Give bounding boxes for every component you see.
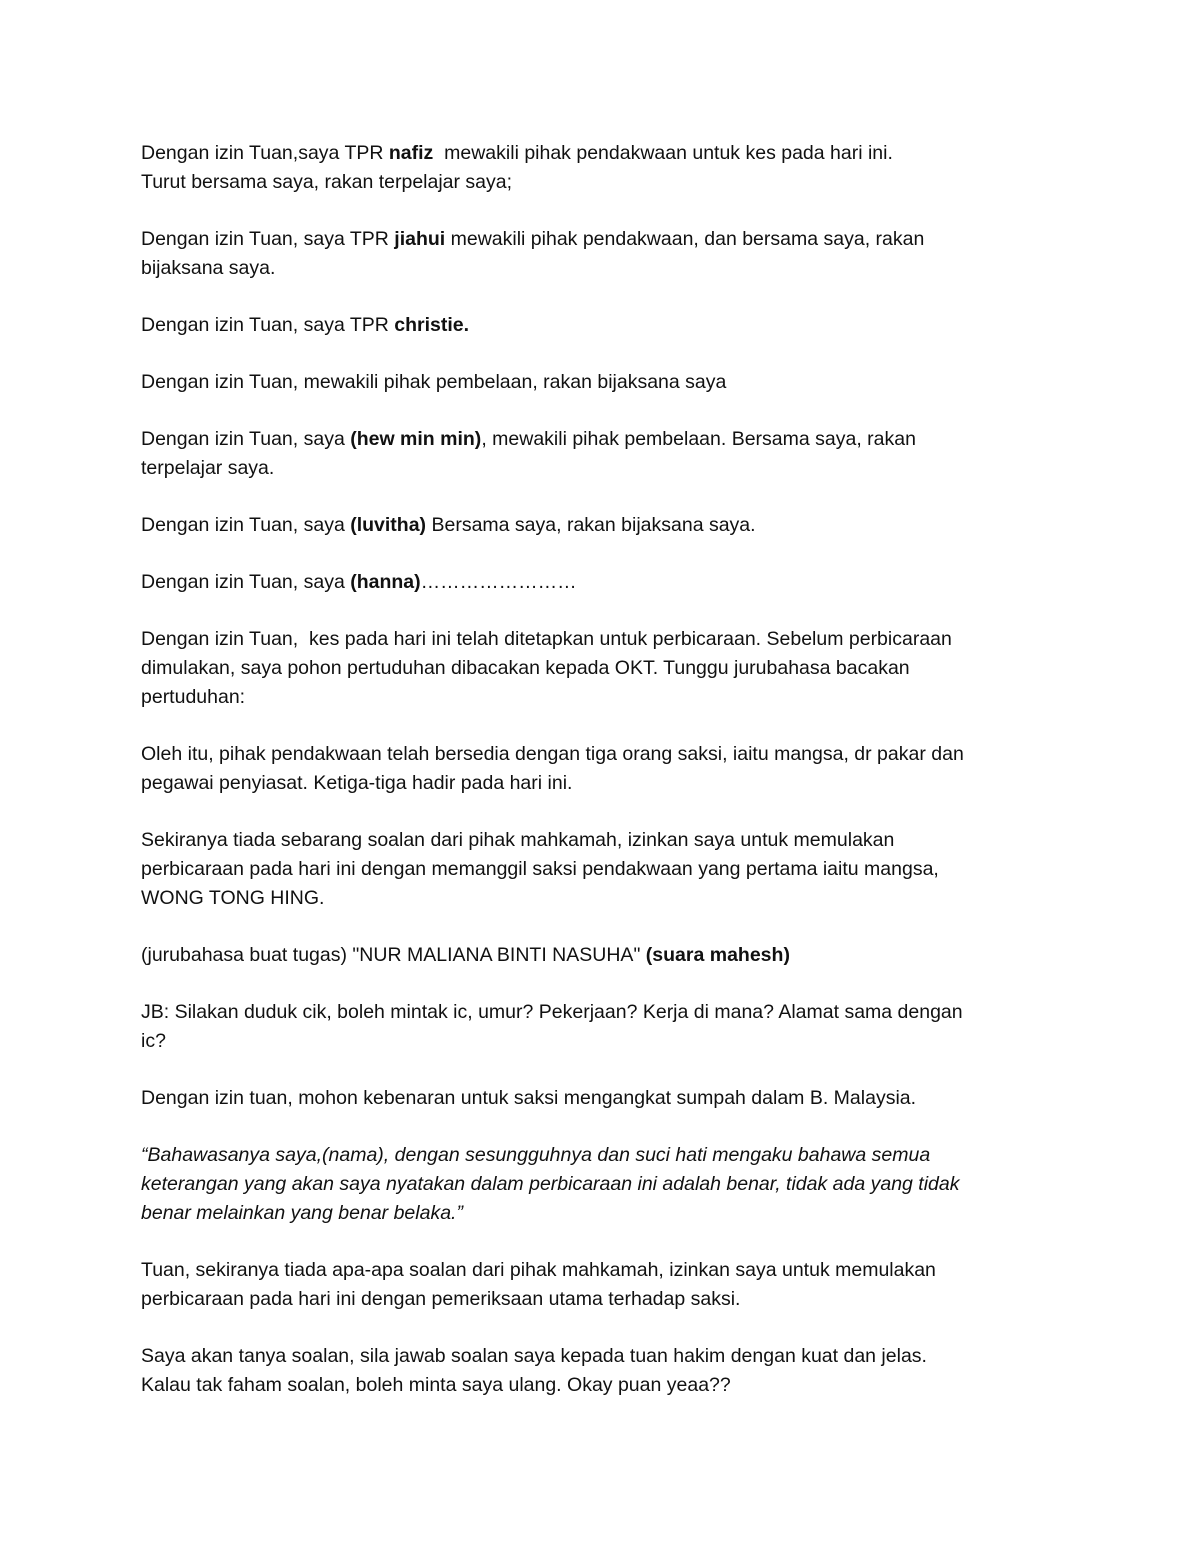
text-line — [141, 1084, 1061, 1113]
text-line — [141, 368, 1061, 397]
text-run: terpelajar saya. — [141, 457, 275, 479]
text-run: Kalau tak faham soalan, boleh minta saya ulang. Okay puan yeaa?? — [141, 1374, 731, 1396]
bold-text-run: nafiz — [388, 142, 434, 164]
paragraph — [141, 1256, 1061, 1314]
paragraph — [141, 568, 1061, 597]
text-line — [141, 625, 1061, 654]
text-run: Oleh itu, pihak pendakwaan telah bersedia dengan tiga orang saksi, iaitu mangsa, dr pakar dan — [141, 743, 964, 765]
document-body — [141, 139, 1061, 1428]
text-line — [141, 654, 1061, 683]
text-run: Tuan, sekiranya tiada apa-apa soalan dari pihak mahkamah, izinkan saya untuk memulakan — [141, 1259, 936, 1281]
text-run: Dengan izin Tuan, saya — [141, 514, 351, 536]
text-line — [141, 884, 1061, 913]
paragraph — [141, 1141, 1061, 1228]
text-line — [141, 1342, 1061, 1371]
text-line — [141, 826, 1061, 855]
text-line — [141, 941, 1061, 970]
paragraph — [141, 1084, 1061, 1113]
text-line — [141, 511, 1061, 540]
text-run: Dengan izin tuan, mohon kebenaran untuk saksi mengangkat sumpah dalam B. Malaysia. — [141, 1087, 917, 1109]
paragraph — [141, 368, 1061, 397]
text-run: “Bahawasanya saya,(nama), dengan sesungguhnya dan suci hati mengaku bahawa semua — [141, 1144, 931, 1166]
text-line — [141, 683, 1061, 712]
text-run: JB: Silakan duduk cik, boleh mintak ic, umur? Pekerjaan? Kerja di mana? Alamat sama dengan — [141, 1001, 963, 1023]
paragraph — [141, 1342, 1061, 1400]
paragraph — [141, 425, 1061, 483]
text-run: WONG TONG HING. — [141, 887, 325, 909]
text-line — [141, 225, 1061, 254]
text-run: bijaksana saya. — [141, 257, 276, 279]
text-run: Dengan izin Tuan, saya TPR — [141, 314, 395, 336]
text-run: pegawai penyiasat. Ketiga-tiga hadir pada hari ini. — [141, 772, 573, 794]
text-run: dimulakan, saya pohon pertuduhan dibacakan kepada OKT. Tunggu jurubahasa bacakan — [141, 657, 910, 679]
text-run: Dengan izin Tuan, mewakili pihak pembelaan, rakan bijaksana saya — [141, 371, 727, 393]
text-line — [141, 311, 1061, 340]
bold-text-run: (suara mahesh) — [645, 944, 790, 966]
text-line — [141, 998, 1061, 1027]
paragraph — [141, 941, 1061, 970]
paragraph — [141, 625, 1061, 712]
text-line — [141, 454, 1061, 483]
text-run: Sekiranya tiada sebarang soalan dari pihak mahkamah, izinkan saya untuk memulakan — [141, 829, 895, 851]
paragraph — [141, 511, 1061, 540]
paragraph — [141, 225, 1061, 283]
text-run: Bersama saya, rakan bijaksana saya. — [426, 514, 756, 536]
text-run: pertuduhan: — [141, 686, 246, 708]
paragraph — [141, 998, 1061, 1056]
bold-text-run: christie. — [394, 314, 470, 336]
bold-text-run: (hanna) — [350, 571, 421, 593]
text-run: Saya akan tanya soalan, sila jawab soalan saya kepada tuan hakim dengan kuat dan jelas. — [141, 1345, 927, 1367]
text-run: perbicaraan pada hari ini dengan memanggil saksi pendakwaan yang pertama iaitu mangsa, — [141, 858, 939, 880]
bold-text-run: jiahui — [394, 228, 446, 250]
text-line — [141, 139, 1061, 168]
text-run: ic? — [141, 1030, 166, 1052]
bold-text-run: (hew min min) — [350, 428, 482, 450]
text-run: perbicaraan pada hari ini dengan pemeriksaan utama terhadap saksi. — [141, 1288, 741, 1310]
text-run: Dengan izin Tuan, saya — [141, 571, 351, 593]
text-run: keterangan yang akan saya nyatakan dalam perbicaraan ini adalah benar, tidak ada yang tidak — [141, 1173, 960, 1195]
text-run: mewakili pihak pendakwaan, dan bersama saya, rakan — [445, 228, 925, 250]
paragraph — [141, 826, 1061, 913]
text-line — [141, 1256, 1061, 1285]
text-run: Dengan izin Tuan,saya TPR — [141, 142, 389, 164]
text-line — [141, 1141, 1061, 1170]
paragraph — [141, 740, 1061, 798]
text-run: benar melainkan yang benar belaka.” — [141, 1202, 463, 1224]
text-run: …………………… — [420, 571, 577, 593]
paragraph — [141, 311, 1061, 340]
text-line — [141, 1170, 1061, 1199]
text-line — [141, 425, 1061, 454]
text-line — [141, 1371, 1061, 1400]
text-run: , mewakili pihak pembelaan. Bersama saya, rakan — [481, 428, 916, 450]
text-line — [141, 769, 1061, 798]
text-run: Turut bersama saya, rakan terpelajar saya; — [141, 171, 513, 193]
text-run: mewakili pihak pendakwaan untuk kes pada hari ini. — [433, 142, 893, 164]
text-run: Dengan izin Tuan, saya TPR — [141, 228, 395, 250]
text-line — [141, 568, 1061, 597]
text-line — [141, 1199, 1061, 1228]
text-line — [141, 855, 1061, 884]
paragraph — [141, 139, 1061, 197]
bold-text-run: (luvitha) — [350, 514, 427, 536]
text-line — [141, 254, 1061, 283]
text-line — [141, 740, 1061, 769]
text-line — [141, 168, 1061, 197]
text-run: Dengan izin Tuan, saya — [141, 428, 351, 450]
text-run: Dengan izin Tuan, kes pada hari ini telah ditetapkan untuk perbicaraan. Sebelum perbicaraan — [141, 628, 952, 650]
text-line — [141, 1285, 1061, 1314]
text-line — [141, 1027, 1061, 1056]
text-run: (jurubahasa buat tugas) "NUR MALIANA BINTI NASUHA" — [141, 944, 646, 966]
